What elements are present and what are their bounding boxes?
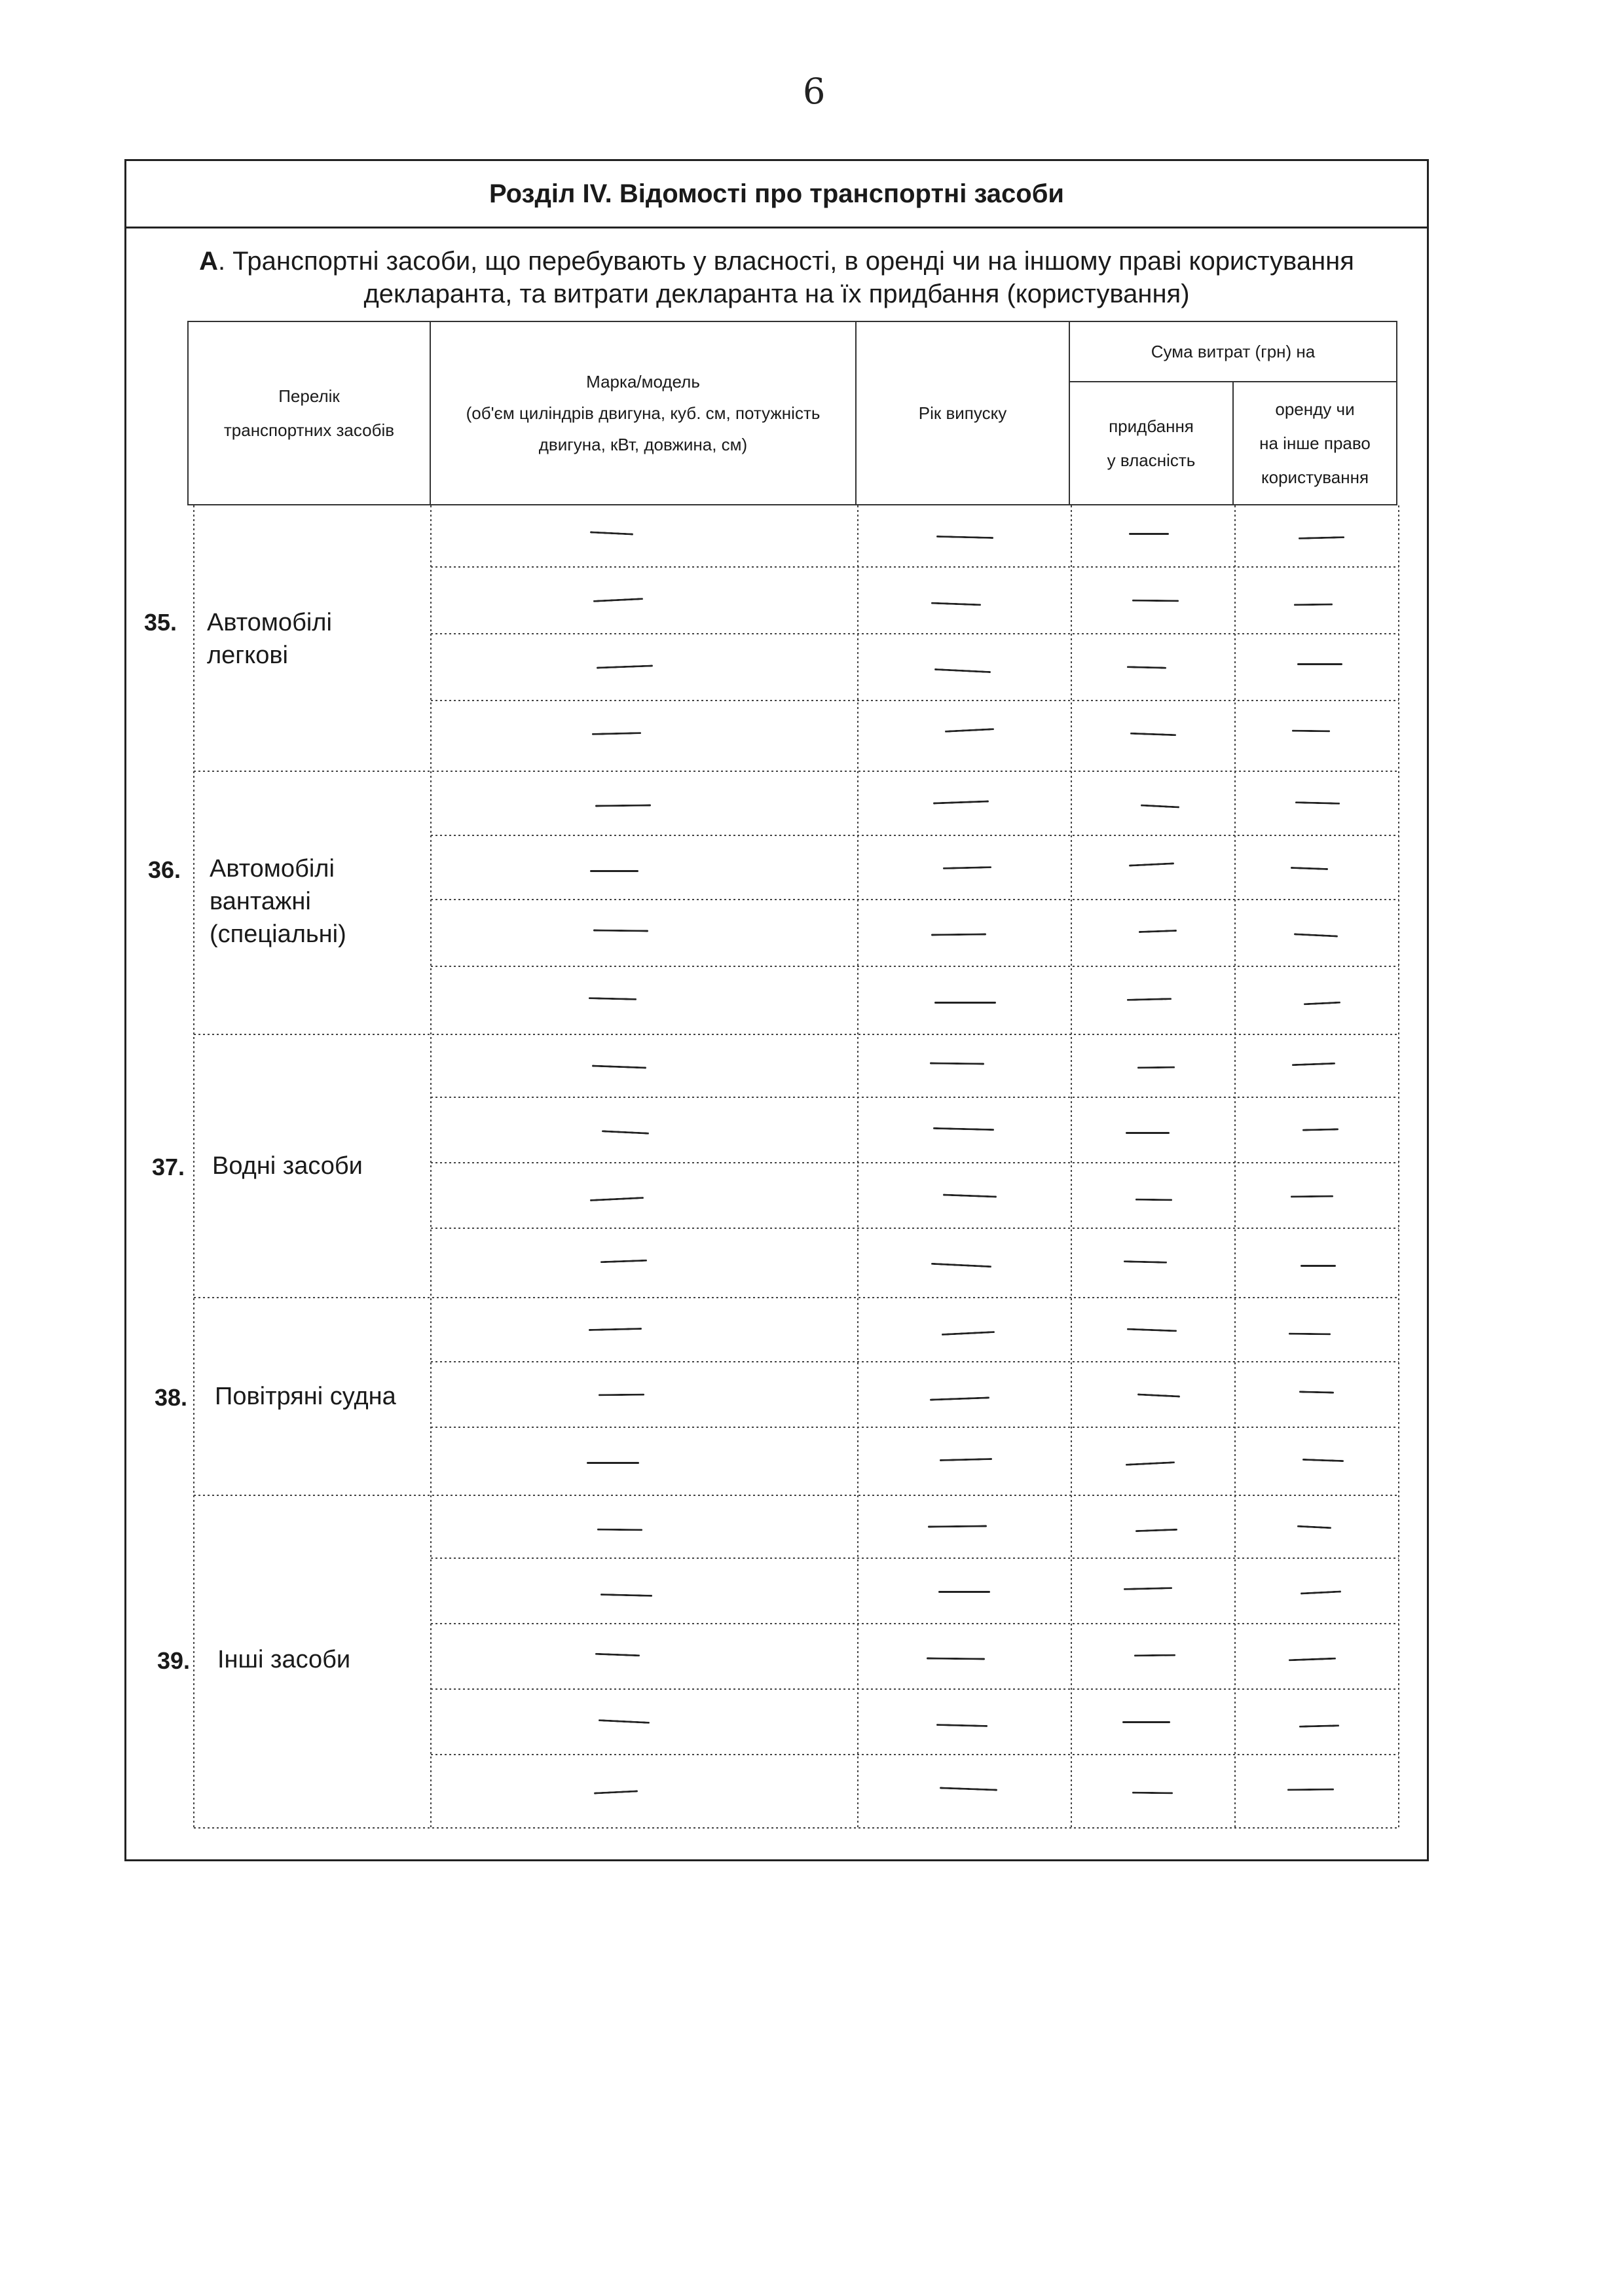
header-model-line-2: (об'єм циліндрів двигуна, куб. см, потужність — [466, 403, 821, 423]
header-rent-line-2: на інше право — [1259, 433, 1371, 453]
group-38-name — [215, 1380, 396, 1413]
group-37-number: 37. — [152, 1154, 185, 1180]
group-36-name — [210, 852, 346, 951]
section-title: Розділ IV. Відомості про транспортні засоби — [126, 161, 1427, 228]
header-model-line-1: Марка/модель — [586, 372, 700, 392]
cell-empty-dash — [1129, 533, 1169, 535]
cell-empty-dash — [1297, 663, 1342, 665]
group-35-name-line-1: Автомобілі — [207, 609, 332, 636]
header-purchase-line-2: у власність — [1107, 450, 1196, 470]
group-37-name — [212, 1150, 363, 1182]
group-39-number: 39. — [157, 1647, 191, 1674]
group-35-name — [207, 606, 332, 672]
group-35-name-line-2: легкові — [207, 642, 288, 669]
cell-empty-dash — [1126, 1132, 1170, 1134]
header-year-label: Рік випуску — [918, 403, 1007, 423]
group-36-name-line-3: (спеціальні) — [210, 920, 346, 948]
cell-empty-dash — [587, 1462, 639, 1464]
subtitle-prefix: А — [199, 247, 218, 276]
subtitle-line-2: декларанта, та витрати декларанта на їх придбання (користування) — [363, 280, 1190, 308]
header-model-line-3: двигуна, кВт, довжина, см) — [538, 435, 748, 454]
header-list-line-2: транспортних засобів — [223, 420, 395, 440]
cell-empty-dash — [934, 1002, 996, 1004]
header-purchase-line-1: придбання — [1109, 416, 1194, 436]
header-rent-line-3: користування — [1261, 467, 1369, 487]
group-38-number: 38. — [155, 1384, 188, 1411]
cell-empty-dash — [590, 870, 638, 872]
group-36-name-line-2: вантажні — [210, 888, 311, 915]
group-36-name-line-1: Автомобілі — [210, 855, 335, 883]
subtitle-line-1: . Транспортні засоби, що перебувають у власності, в оренді чи на іншому праві користування — [217, 247, 1354, 276]
group-37-name-line-1: Водні засоби — [212, 1152, 363, 1180]
cell-empty-dash — [1301, 1265, 1336, 1267]
header-rent-line-1: оренду чи — [1275, 399, 1355, 419]
header-sum-group-label: Сума витрат (грн) на — [1151, 341, 1316, 361]
group-36-number: 36. — [148, 856, 181, 883]
group-38-name-line-1: Повітряні судна — [215, 1383, 396, 1410]
group-39-name-line-1: Інші засоби — [217, 1646, 351, 1673]
cell-empty-dash — [938, 1591, 990, 1593]
header-list-line-1: Перелік — [278, 386, 340, 406]
group-35-number: 35. — [144, 609, 177, 636]
group-39-name — [217, 1643, 350, 1676]
page-number: 6 — [803, 71, 826, 112]
cell-empty-dash — [1122, 1721, 1170, 1723]
